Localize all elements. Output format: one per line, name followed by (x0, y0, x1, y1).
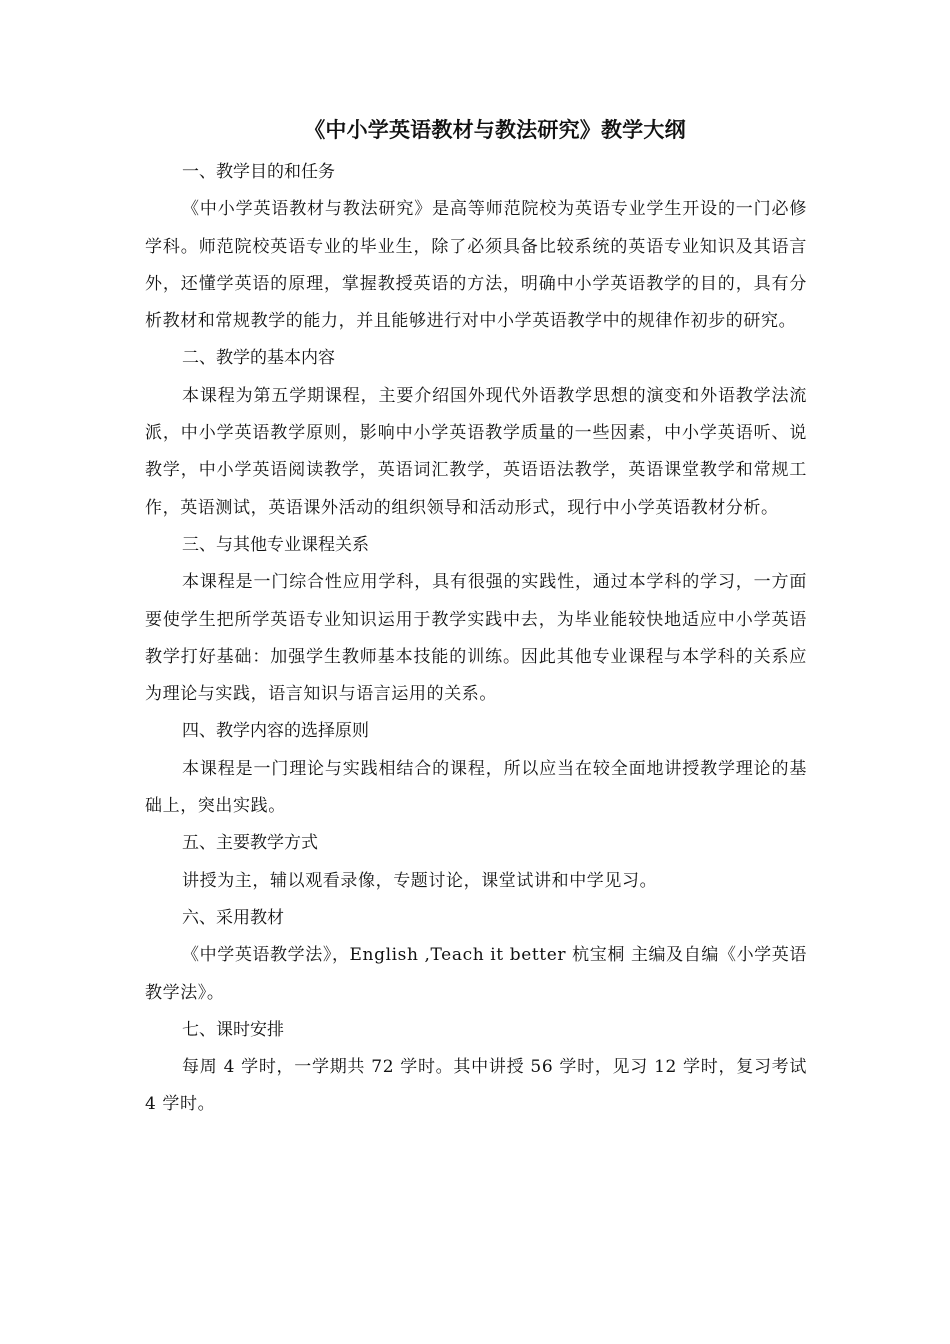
section-1 (145, 154, 807, 340)
section-body: 本课程是一门理论与实践相结合的课程，所以应当在较全面地讲授教学理论的基础上，突出实践。 (145, 758, 807, 817)
section-heading: 七、课时安排 (182, 1019, 284, 1040)
section-heading: 六、采用教材 (182, 907, 284, 928)
section-body: 每周 4 学时，一学期共 72 学时。其中讲授 56 学时，见习 12 学时，复习考试 4 学时。 (145, 1057, 807, 1115)
section-3 (145, 527, 807, 713)
section-7 (145, 1012, 807, 1124)
document-title: 《中小学英语教材与教法研究》教学大纲 (304, 117, 686, 142)
section-heading: 一、教学目的和任务 (182, 162, 335, 182)
section-2 (145, 340, 807, 526)
section-5 (145, 825, 807, 900)
section-body: 本课程是一门综合性应用学科，具有很强的实践性，通过本学科的学习，一方面要使学生把所学英语专业知识运用于教学实践中去，为毕业能较快地适应中小学英语教学打好基础：加强学生教师基本技能的训练。因此其他专业课程与本学科的关系应为理论与实践，语言知识与语言运用的关系。 (145, 572, 807, 705)
section-body: 本课程为第五学期课程，主要介绍国外现代外语教学思想的演变和外语教学法流派，中小学英语教学原则，影响中小学英语教学质量的一些因素，中小学英语听、说教学，中小学英语阅读教学，英语词汇教学，英语语法教学，英语课堂教学和常规工作，英语测试，英语课外活动的组织领导和活动形式，现行中小学英语教材分析。 (145, 385, 807, 518)
section-heading: 二、教学的基本内容 (182, 348, 335, 369)
section-heading: 四、教学内容的选择原则 (182, 721, 369, 742)
document-page (145, 112, 807, 1124)
section-body: 讲授为主，辅以观看录像，专题讨论，课堂试讲和中学见习。 (182, 870, 658, 891)
section-heading: 五、主要教学方式 (182, 833, 318, 854)
section-body: 《中学英语教学法》，English ,Teach it better 杭宝桐 主编及自编《小学英语教学法》。 (145, 945, 807, 1003)
section-body: 《中小学英语教材与教法研究》是高等师范院校为英语专业学生开设的一门必修学科。师范院校英语专业的毕业生，除了必须具备比较系统的英语专业知识及其语言外，还懂学英语的原理，掌握教授英语的方法，明确中小学英语教学的目的，具有分析教材和常规教学的能力，并且能够进行对中小学英语教学中的规律作初步的研究。 (145, 199, 807, 332)
section-6 (145, 900, 807, 1012)
section-4 (145, 713, 807, 825)
section-heading: 三、与其他专业课程关系 (182, 534, 369, 555)
